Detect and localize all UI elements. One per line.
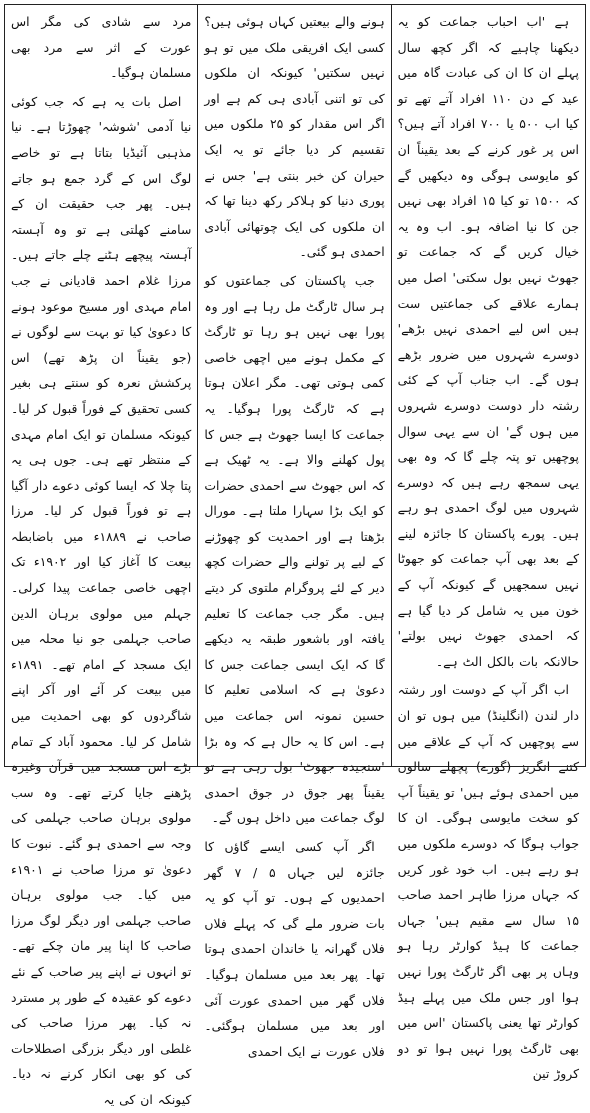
paragraph: ہونے والے بیعتیں کہاں ہوئی ہیں؟ کسی ایک افریقی ملک میں تو ہو نہیں سکتیں' کیونکہ ان ملکوں کی تو اتنی آبادی ہی کم ہے اور اگر اس مقدار کو ۲۵ ملکوں میں تقسیم کر دیا جائے تو یہ ایک حیران کن خبر بنتی ہے' جس نے پوری دنیا کو ہلاکر رکھ دینا تھا کہ ان ملکوں کی ایک چوتھائی آبادی احمدی ہو گئی۔ xyxy=(204,14,385,260)
column-right xyxy=(392,5,585,1082)
paragraph: ہے 'اب احباب جماعت کو یہ دیکھنا چاہیے کہ اگر کچھ سال پہلے ان کا ان کی عبادت گاہ میں عید کے دن ۱۱۰ افراد آتے تھے تو کیا اب ۵۰۰ یا ۷۰۰ افراد آتے ہیں؟ اس پر غور کرنے کے بعد یقیناً ان کو مایوسی ہوگی وہ دیکھیں گے کہ ۱۵۰۰ تو کیا ۱۵ افراد بھی نہیں جن کا نیا اضافہ ہو۔ اب وہ یہ خیال کریں گے کہ جماعت تو جھوٹ نہیں بول سکتی' اصل میں ہمارے علاقے کی جماعتیں ست ہیں اس لیے احمدی نہیں بڑھے' دوسرے شہروں میں ضرور بڑھے ہوں گے۔ اب جناب آپ کے کئی رشتہ دار دوست دوسرے شہروں میں ہوں گے' ان سے یہی سوال پوچھیں تو پتہ چلے گا کہ وہ بھی یہی سمجھ رہے ہیں کہ دوسرے شہروں میں لوگ احمدی ہو رہے ہیں۔ پورے پاکستان کا جائزہ لینے کے بعد بھی آپ جماعت کو جھوٹا نہیں سمجھیں گے کیونکہ آپ کے خون میں یہ شامل کر دیا گیا ہے کہ احمدی جھوٹ نہیں بولتے' حالانکہ بات بالکل الٹ ہے۔ xyxy=(397,14,580,669)
paragraph: مرد سے شادی کی مگر اس عورت کے اثر سے مرد بھی مسلمان ہوگیا۔ xyxy=(11,14,192,81)
column-middle xyxy=(198,5,391,1059)
paragraph: اگر آپ کسی ایسے گاؤں کا جائزہ لیں جہاں ۵ / ۷ گھر احمدیوں کے ہوں۔ تو آپ کو یہ بات ضرور ملے گی کہ پہلے فلاں فلاں گھرانہ یا خاندان احمدی ہوتا تھا۔ پھر بعد میں مسلمان ہوگیا۔ فلاں گھر میں احمدی عورت آئی اور بعد میں مسلمان ہوگئی۔ فلاں عورت نے ایک احمدی xyxy=(204,839,385,1059)
newspaper-page xyxy=(4,4,586,1107)
paragraph: اصل بات یہ ہے کہ جب کوئی نیا آدمی 'شوشہ' چھوڑتا ہے۔ نیا مذہبی آئیڈیا بتاتا ہے تو خاصے لوگ اس کے گرد جمع ہو جاتے ہیں۔ پھر جب حقیقت ان کے سامنے کھلتی ہے تو وہ آہستہ آہستہ پیچھے ہٹنے چلے جاتے ہیں۔ مرزا غلام احمد قادیانی نے جب امام مہدی اور مسیح موعود ہونے کا دعویٰ کیا تو بہت سے لوگوں نے (جو یقیناً ان پڑھ تھے) اس پرکشش نعرہ کو سنتے ہی بغیر کسی تحقیق کے فوراً قبول کر لیا۔ کیونکہ مسلمان تو ایک امام مہدی کے منتظر تھے ہی۔ جوں ہی یہ پتا چلا کہ ایسا کوئی دعوے دار آگیا ہے تو فوراً قبول کر لیا۔ مرزا صاحب نے ۱۸۸۹ء میں باضابطہ بیعت کا آغاز کیا اور ۱۹۰۲ء تک اچھی خاصی جماعت پیدا کرلی۔ جہلم میں مولوی برہان الدین صاحب جہلمی جو نیا محلہ میں ایک مسجد کے امام تھے۔ ۱۸۹۱ء میں بیعت کر آئے اور آکر اپنے شاگردوں کو بھی احمدیت میں شامل کر لیا۔ محمود آباد کے تمام بڑے اس مسجد میں قرآن وغیرہ پڑھنے جایا کرتے تھے۔ وہ سب مولوی برہان صاحب جہلمی کی وجہ سے احمدی ہو گئے۔ نبوت کا دعویٰ تو مرزا صاحب نے ۱۹۰۱ء میں کیا۔ جب مولوی برہان صاحب جہلمی اور دیگر لوگ مرزا صاحب کا اپنا پیر مان چکے تھے۔ تو انہوں نے اپنے پیر صاحب کے نئے دعوے کو عقیدہ کے طور پر مسترد نہ کیا۔ پھر مرزا صاحب کی غلطی اور دیگر بزرگی اصطلاحات کی کو بھی انکار کرنے نہ دیا۔ کیونکہ ان کی یہ xyxy=(11,93,192,1107)
column-left xyxy=(5,5,198,1107)
paragraph: جب پاکستان کی جماعتوں کو ہر سال ٹارگٹ مل رہا ہے اور وہ پورا بھی نہیں ہو رہا تو ٹارگٹ کے مکمل ہونے میں اچھی خاصی کمی ہوتی تھی۔ مگر اعلان ہوتا ہے کہ ٹارگٹ پورا ہوگیا۔ یہ جماعت کا ایسا جھوٹ ہے جس کا پول کھلنے والا ہے۔ یہ ٹھیک ہے کہ اس جھوٹ سے احمدی حضرات کو ایک بڑا سہارا ملتا ہے۔ مورال بڑھتا ہے اور احمدیت کو چھوڑنے کے لیے پر تولنے والے حضرات کچھ دیر کے لئے پروگرام ملتوی کر دیتے ہیں۔ مگر جب جماعت کا تعلیم یافتہ اور باشعور طبقہ یہ دیکھے گا کہ ایک ایسی جماعت جس کا دعویٰ ہے کہ اسلامی تعلیم کا حسین نمونہ اس جماعت میں ہے۔ اس کا یہ حال ہے کہ وہ بڑا 'سنجیدہ جھوٹ' بول رہی ہے تو یقیناً پھر جوق در جوق احمدی لوگ جماعت میں داخل ہوں گے۔ xyxy=(204,272,385,826)
paragraph: اب اگر آپ کے دوست اور رشتہ دار لندن (انگلینڈ) میں ہوں تو ان سے پوچھیں کہ آپ کے علاقے میں کتنے انگریز (گورے) پچھلے سالوں میں احمدی ہوئے ہیں' تو یقیناً آپ کو سخت مایوسی ہوگی۔ ان کا جواب ہوگا کہ دوسرے ملکوں میں ہو رہے ہیں۔ اب خود غور کریں کہ جہاں مرزا طاہر احمد صاحب ۱۵ سال سے مقیم ہیں' جہاں جماعت کا ہیڈ کوارٹر رہا ہو وہاں پر بھی اگر ٹارگٹ پورا نہیں ہوا اور جس ملک میں پہلے ہیڈ کوارٹر تھا یعنی پاکستان 'اس میں بھی ٹارگٹ پورا نہیں ہوا تو دو کروڑ تین xyxy=(397,682,579,1082)
